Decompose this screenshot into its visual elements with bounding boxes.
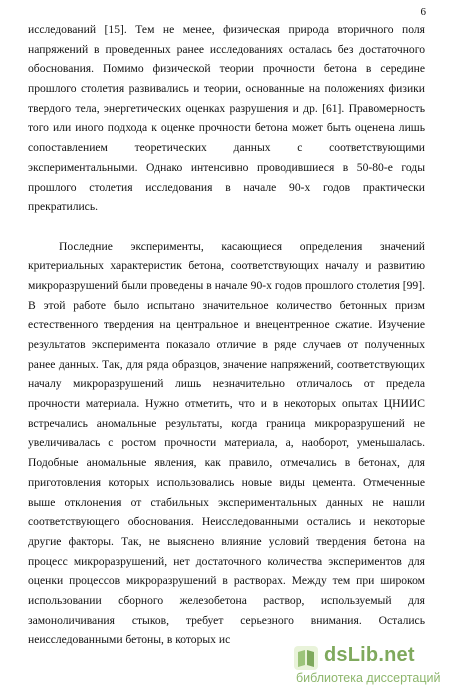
text-line: В этой работе было испытано значительное количество бетонных призм xyxy=(28,298,425,312)
text-line: Подобные аномальные явления, как правило, отмечались в бетонах, для xyxy=(28,456,425,470)
text-line: прошлого столетия развивались и теории, основанные на положениях физики xyxy=(28,82,425,96)
text-line: экспериментальными. Однако интенсивно проводившиеся в 50-80-е годы xyxy=(28,160,425,174)
text-line: процесс микроразрушений, нет достаточного количества экспериментов для xyxy=(28,554,425,568)
text-line: обоснования. Помимо физической теории прочности бетона в середине xyxy=(28,62,425,76)
text-line: приготовления которых использовались новые виды цемента. Отмеченные xyxy=(28,475,425,489)
text-line: напряжений в проведенных ранее исследованиях осталась без достаточного xyxy=(28,42,425,56)
text-line: микроразрушений были проведены в начале 90-х годов прошлого столетия [99]. xyxy=(28,278,425,292)
text-line: естественного твердения на центральное и внецентренное сжатие. Изучение xyxy=(28,318,425,332)
text-line: критериальных характеристик бетона, соответствующих началу и развитию xyxy=(28,259,425,273)
text-line: другие факторы. Так, не выяснено влияние условий твердения бетона на xyxy=(28,534,425,548)
text-line: увеличивалась с ростом прочности материала, а, наоборот, уменьшалась. xyxy=(28,436,425,450)
text-line: прошлого столетия исследования в начале 90-х годов практически xyxy=(28,180,425,194)
watermark-title: dsLib.net xyxy=(324,644,415,666)
text-line: замоноличивания стыков, требует серьезного внимания. Остались xyxy=(28,613,425,627)
watermark-subtitle: библиотека диссертаций xyxy=(296,671,441,685)
text-line: того или иного подхода к оценке прочности бетона может быть оценена лишь xyxy=(28,121,425,135)
book-icon xyxy=(294,646,318,670)
text-line: прочности материала. Нужно отметить, что и в некоторых опытах ЦНИИС xyxy=(28,397,425,411)
watermark[interactable] xyxy=(294,646,444,686)
text-line: прекратились. xyxy=(28,200,99,214)
text-line: соответствующего обоснования. Неисследованными остались и некоторые xyxy=(28,515,425,529)
text-line: использовании сборного железобетона раствор, используемый для xyxy=(28,593,425,607)
page-number: 6 xyxy=(420,6,426,18)
text-line: Последние эксперименты, касающиеся определения значений xyxy=(59,239,425,253)
text-line: неисследованными бетоны, в которых ис xyxy=(28,633,231,647)
text-line: выше отклонения от стабильных экспериментальных данных не нашли xyxy=(28,495,425,509)
text-line: исследований [15]. Тем не менее, физическая природа вторичного поля xyxy=(28,23,425,36)
text-line: оценки процессов микроразрушений в растворах. Между тем при широком xyxy=(28,574,425,588)
paragraph-gap xyxy=(28,217,425,237)
document-body xyxy=(28,20,425,650)
text-line: встречались аномальные результаты, когда граница микроразрушений не xyxy=(28,416,425,430)
text-line: ранее данных. Так, для ряда образцов, значение напряжений, соответствующих xyxy=(28,357,425,371)
text-line: твердого тела, энергетических оценках разрушения и др. [61]. Правомерность xyxy=(28,101,425,115)
text-line: результатов эксперимента показало отличие в ряде случаев от полученных xyxy=(28,338,425,351)
text-line: сопоставлением теоретических данных с соответствующими xyxy=(28,141,425,155)
text-line: началу микроразрушений лишь незначительно отличалось от предела xyxy=(28,377,425,391)
